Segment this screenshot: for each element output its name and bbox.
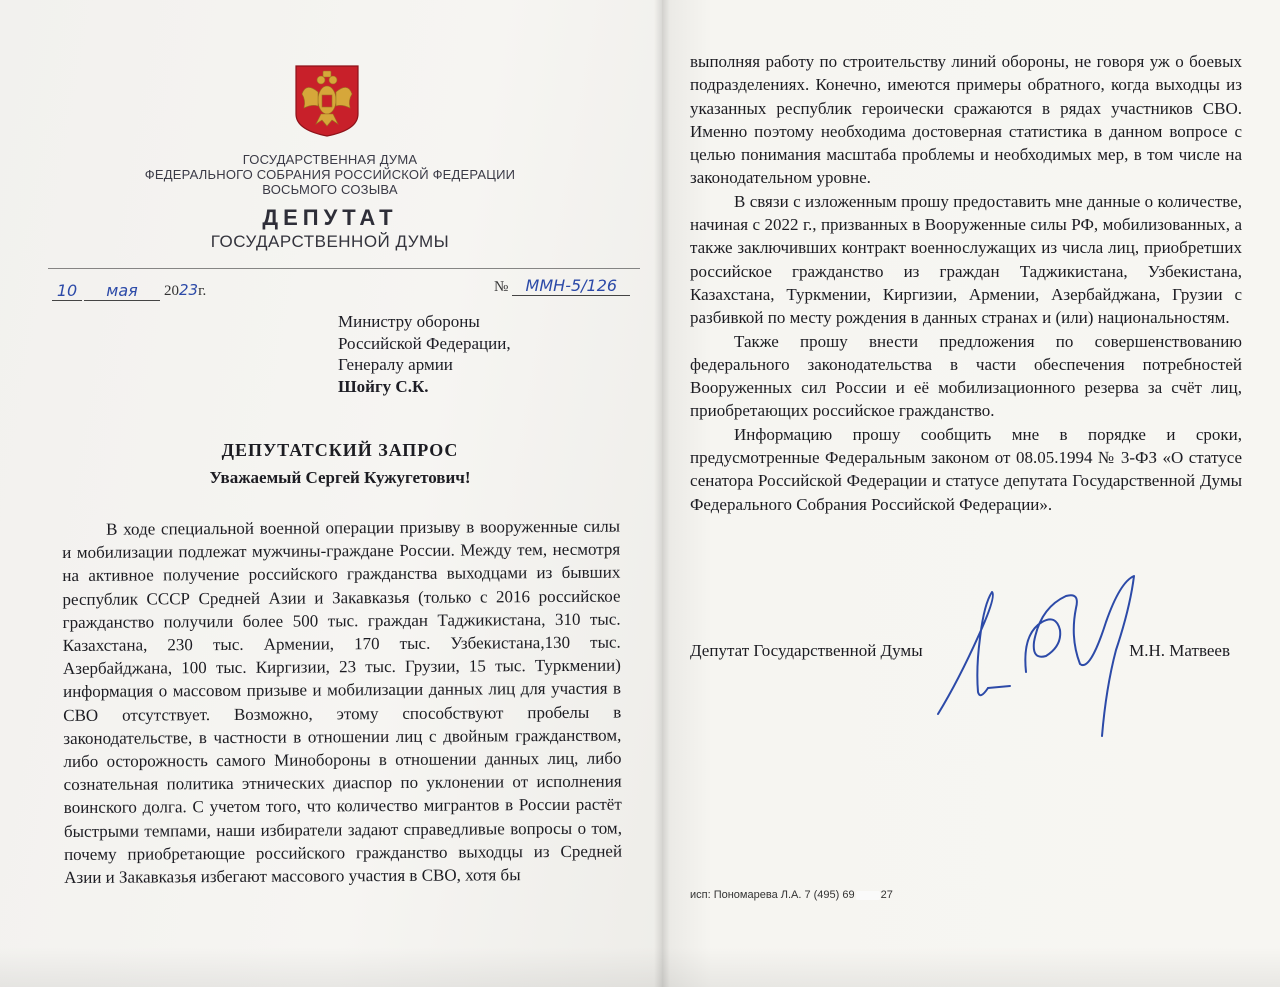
signer-role: Депутат Государственной Думы bbox=[690, 641, 923, 660]
addressee-line: Министру обороны bbox=[338, 312, 480, 331]
body-right-column bbox=[690, 50, 1242, 516]
number-value: ММН-5/126 bbox=[512, 276, 630, 296]
body-left-column bbox=[62, 515, 622, 890]
executor-contact bbox=[690, 889, 893, 901]
handwritten-signature bbox=[930, 568, 1160, 748]
body-paragraph-continued: выполняя работу по строительству линий обороны, не говоря уж о боевых подразделениях. Конечно, имеются примеры обратного, когда выходцы из указанных республик героически сражаются в рядах участников СВО. Именно поэтому необходима достоверная статистика в данном вопросе с целью понимания масштаба проблемы и необходимых мер, в том числе на законодательном уровне. bbox=[690, 52, 1242, 188]
executor-text-end: 27 bbox=[880, 889, 893, 901]
addressee-block bbox=[338, 311, 638, 397]
date-day: 10 bbox=[52, 281, 82, 301]
signer-name: М.Н. Матвеев bbox=[1129, 641, 1230, 660]
date-year bbox=[164, 281, 206, 300]
coat-of-arms-emblem bbox=[292, 64, 362, 138]
org-line: ГОСУДАРСТВЕННАЯ ДУМА bbox=[242, 152, 418, 167]
letterhead-title: ДЕПУТАТ bbox=[262, 205, 398, 230]
date-year-suffix: г. bbox=[198, 283, 207, 299]
org-line: ФЕДЕРАЛЬНОГО СОБРАНИЯ РОССИЙСКОЙ ФЕДЕРАЦИИ bbox=[144, 167, 516, 182]
redaction-mark bbox=[856, 891, 880, 900]
letterhead-divider bbox=[48, 268, 640, 269]
addressee-line: Российской Федерации, bbox=[338, 333, 511, 353]
body-paragraph: Информацию прошу сообщить мне в порядке и сроки, предусмотренные Федеральным законом от 08.05.1994 № 3-ФЗ «О статусе сенатора Российской Федерации и статусе депутата Государственной Думы Федерального Собрания Российской Федерации». bbox=[690, 424, 1242, 514]
greeting: Уважаемый Сергей Кужугетович! bbox=[209, 468, 471, 487]
letterhead-subtitle: ГОСУДАРСТВЕННОЙ ДУМЫ bbox=[210, 232, 450, 251]
page-fold bbox=[654, 0, 670, 987]
body-paragraph: В связи с изложенным прошу предоставить мне данные о количестве, начиная с 2022 г., призванных в Вооруженные силы РФ, мобилизованных, а также заключивших контракт военнослужащих из числа лиц, приобретших российское гражданство из граждан Таджикистана, Узбекистана, Казахстана, Туркмении, Киргизии, Армении, Азербайджана, Грузии с разбивкой по месту рождения в данных странах и (или) национальностям. bbox=[690, 191, 1242, 328]
org-line: ВОСЬМОГО СОЗЫВА bbox=[262, 182, 398, 197]
date-month: мая bbox=[84, 281, 160, 301]
date-year-handwritten: 23 bbox=[179, 281, 199, 299]
date-year-prefix: 20 bbox=[164, 283, 179, 299]
body-paragraph: Также прошу внести предложения по совершенствованию федерального законодательства в части обеспечения потребностей Вооруженных сил России и её мобилизационного резерва за счёт лиц, приобретающих российское гражданство. bbox=[690, 331, 1242, 421]
request-title: ДЕПУТАТСКИЙ ЗАПРОС bbox=[221, 440, 459, 460]
number-sign: № bbox=[494, 279, 509, 295]
photo-shadow bbox=[0, 947, 1280, 987]
addressee-name: Шойгу С.К. bbox=[338, 376, 429, 396]
document-number bbox=[494, 276, 630, 296]
executor-text: исп: Пономарева Л.А. 7 (495) 69 bbox=[690, 889, 855, 901]
body-paragraph: В ходе специальной военной операции призыву в вооруженные силы и мобилизации подлежат мужчины-граждане России. Между тем, несмотря на активное получение российского гражданства выходцами из бывших республик СССР Средней Азии и Закавказья (только с 2016 российское гражданство получили более 500 тыс. граждан Таджикистана, 310 тыс. Казахстана, 230 тыс. Армении, 170 тыс. Узбекистана,130 тыс. Азербайджана, 100 тыс. Киргизии, 23 тыс. Грузии, 15 тыс. Туркмении) информация о массовом призыве и мобилизации данных лиц для участия в СВО отсутствует. Возможно, этому способствуют пробелы в законодательстве, в частности в отношении лиц с двойным гражданством, либо осторожность самого Минобороны в отношении данных лиц, либо сознательная политика этнических диаспор по уклонении от исполнения воинского долга. С учетом того, что количество мигрантов в России растёт быстрыми темпами, наши избиратели задают справедливые вопросы о том, почему приобретающие российского гражданство выходцы из Средней Азии и Закавказья избегают массового участия в СВО, хотя бы bbox=[62, 516, 623, 888]
addressee-line: Генералу армии bbox=[338, 355, 453, 374]
letterhead-organization bbox=[140, 152, 520, 197]
